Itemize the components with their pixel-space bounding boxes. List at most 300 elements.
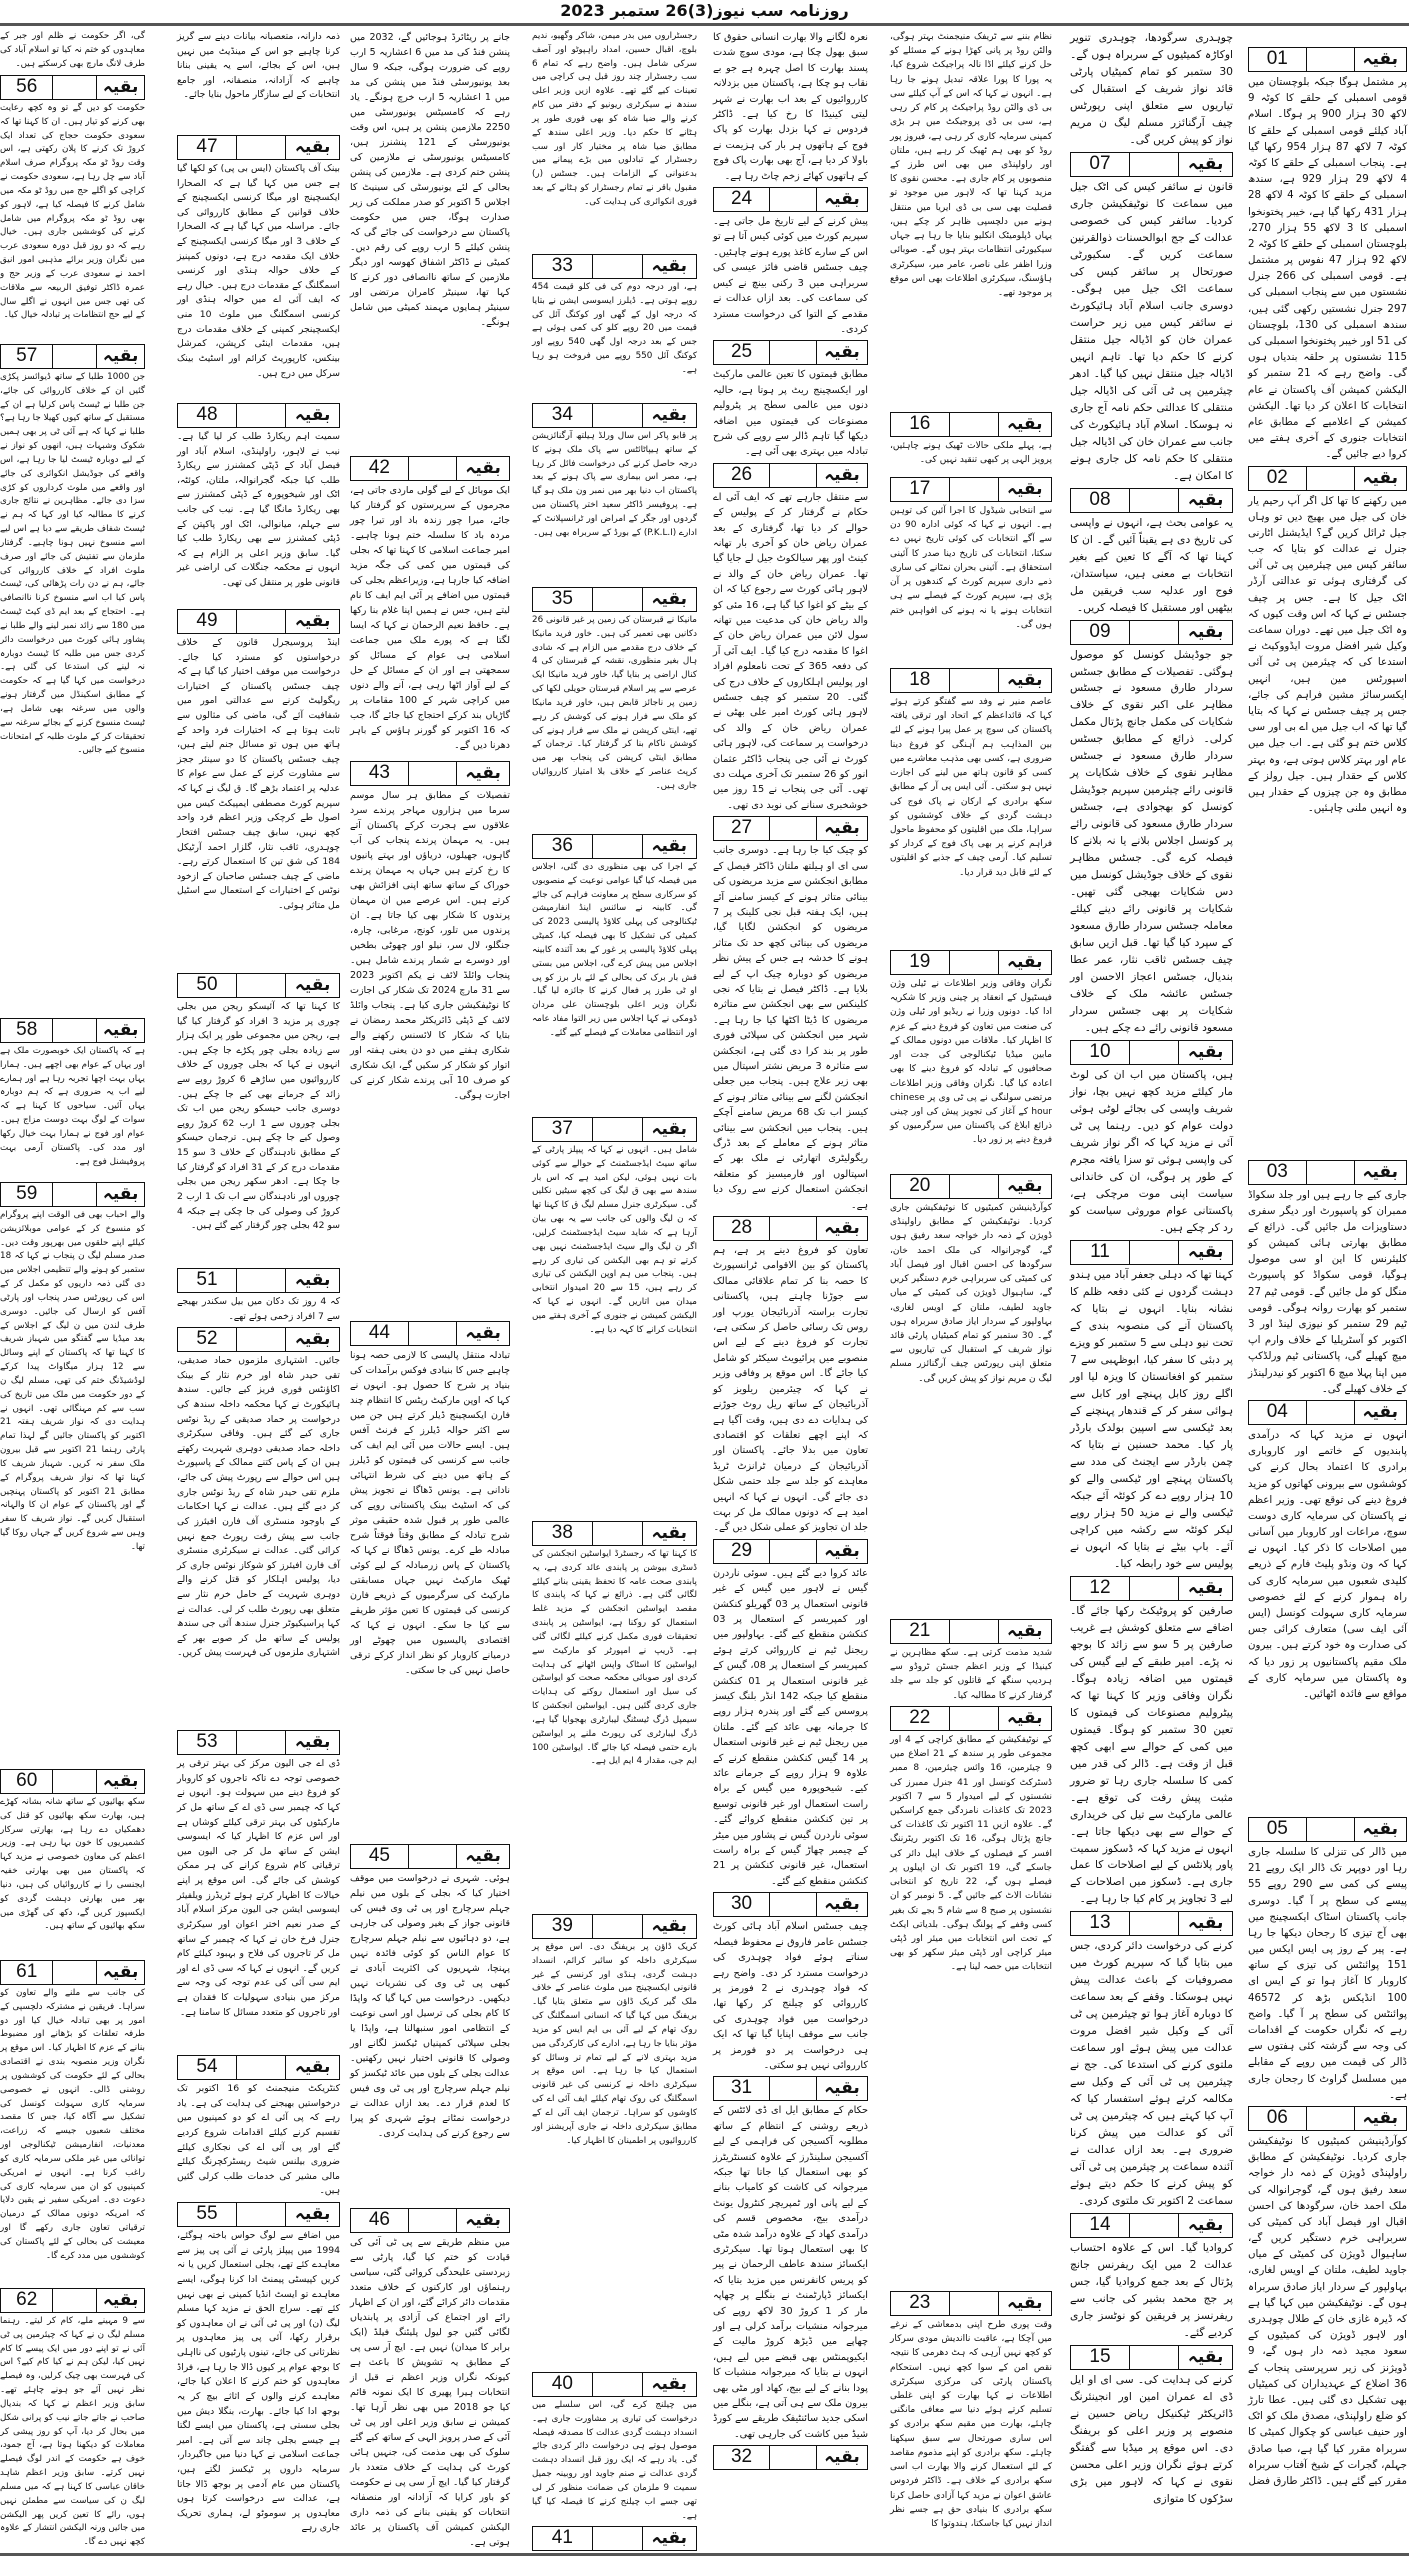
continuation-badge-51 <box>177 1268 340 1293</box>
continuation-number: 33 <box>533 255 593 278</box>
badge-spacer <box>237 610 286 633</box>
badge-spacer <box>1130 1577 1179 1600</box>
badge-spacer <box>237 1269 286 1292</box>
continuation-text-15 <box>1070 2372 1233 2508</box>
continuation-badge-30 <box>713 1892 868 1917</box>
article-text: ہیں، پاکستان میں اب ان کی لوٹ مار کیلئے مزید کچھ نہیں بچا، نواز شریف واپسی کی بجائے لوٹی ہوئی دولت عوام کو دیں۔ رہنما پی ٹی آئی نے مزید کہا کہ اگر نواز شریف کی واپسی ہوئی تو سزا یافتہ مجرم کے طور پر ہوگی، ان کی خاندانی سیاست اپنی موت مرچکی ہے، پاکستانی عوام موروثی سیاست کو رد کر چکے ہیں۔ <box>1070 1068 1233 1235</box>
continuation-label: بقیہ <box>1007 670 1043 690</box>
continuation-text-34 <box>532 430 697 584</box>
continuation-number: 17 <box>891 478 950 501</box>
continuation-number: 09 <box>1071 621 1130 644</box>
continuation-number: 02 <box>1249 467 1307 490</box>
article-text: وقت پوری طرح اپنی بدمعاشی کے نرغے میں آچکا ہے، عاقبت نااندیش مودی سرکار کو کچھ نہیں آرہی کہ ہٹ دھرمی کا نتیجہ نقص امن کے سوا کچھ نہیں۔ استحکام پاکستان پارٹی کی مرکزی سیکرٹری اطلاعات نے کہا بھارت کو اپنی غلطی تسلیم کرتے ہوئے دنیا سے معافی مانگنی چاہئے، بھارت میں مقیم سکھ برادری کو اس ساری صورتحال سے سبق سیکھنا چاہئے۔ سکھ برادری کو اپنے مذموم مقاصد کے لئے استعمال کرنے والا بھارت اب اسی سکھ برادری کے خلاف ہے۔ ڈاکٹر فردوس عاشق اعوان نے مزید کہا آزادی حاصل کرنا سکھ برادری کا بنیادی حق ہے جسے نظر انداز نہیں کیا جاسکتا، ہندوتوا کا <box>890 2319 1052 2529</box>
continuation-badge-29 <box>713 1539 868 1564</box>
continuation-text-43 <box>350 788 510 1318</box>
continuation-text-48 <box>177 430 340 606</box>
continuation-badge-11 <box>1070 1240 1233 1265</box>
continuation-number: 32 <box>714 2446 770 2469</box>
continuation-label: بقیہ <box>294 975 331 995</box>
continuation-badge-25 <box>713 340 868 365</box>
continuation-text-21 <box>890 1646 1052 1703</box>
continuation-badge-48 <box>177 403 340 428</box>
continuation-badge-20 <box>890 1174 1052 1199</box>
continuation-label: بقیہ <box>294 1270 331 1290</box>
continuation-number: 23 <box>891 2292 950 2315</box>
continuation-label: بقیہ <box>465 1323 501 1343</box>
continuation-text-47 <box>177 162 340 400</box>
badge-spacer <box>1307 467 1355 490</box>
badge-spacer <box>1307 1818 1355 1841</box>
continuation-label: بقیہ <box>294 1329 331 1350</box>
continuation-text-28 <box>713 1243 868 1536</box>
continuation-number: 38 <box>533 1522 593 1545</box>
continuation-label: بقیہ <box>824 464 860 485</box>
continuation-text-53 <box>177 1757 340 2052</box>
continuation-badge-07 <box>1070 152 1233 177</box>
continuation-number: 31 <box>714 2077 770 2100</box>
continuation-label: بقیہ <box>651 836 688 856</box>
continuation-number: 50 <box>178 974 237 997</box>
continuation-badge-02 <box>1248 466 1407 491</box>
continuation-label: بقیہ <box>824 189 860 210</box>
masthead <box>0 0 1409 22</box>
continuation-label: بقیہ <box>824 2447 860 2468</box>
continuation-badge-58 <box>0 1018 145 1043</box>
continuation-number: 48 <box>178 404 237 427</box>
continuation-badge-61 <box>0 1960 145 1985</box>
continuation-badge-06 <box>1248 2106 1407 2131</box>
continuation-label: بقیہ <box>1007 414 1043 434</box>
continuation-label: بقیہ <box>824 1894 860 1915</box>
article-text: پیش کرنے کے لیے تاریخ مل جاتی ہے۔ سپریم کورٹ میں کوئی کیس آتا ہے تو اس کے سارے کاغذ پورے ہونے چاہئیں۔ چیف جسٹس قاضی فائز عیسی کی سربراہی میں 3 رکنی بینچ نے کیس کی سماعت کی۔ بعد ازاں عدالت نے مقدمے کے التوا کی درخواست مسترد کردی۔ <box>713 216 868 335</box>
badge-spacer <box>237 2056 286 2079</box>
continuation-number: 20 <box>891 1175 950 1198</box>
badge-spacer <box>237 974 286 997</box>
badge-spacer <box>1307 1401 1355 1424</box>
column-2 <box>1070 28 1233 2508</box>
article-text: کوآرڈینیشن کمیٹیوں کا نوٹیفکیشن جاری کردیا۔ نوٹیفکیشن کے مطابق راولپنڈی ڈویژن کے ذمہ دار خواجہ سعد رفیق ہوں گے، گوجرانوالہ کی ملک احمد خان، سرگودھا کی احسن اقبال اور فیصل آباد کی کمیٹی کی سربراہی خرم دستگیر کریں گے، ساہیوال ڈویژن کی کمیٹی کے میاں جاوید لطیف، ملتان کے اویس لغاری، بہاولپور کے سردار ایاز صادق سربراہ ہوں گے۔ نوٹیفکیشن میں کہا گیا ہے کہ ڈیرہ غازی خان کے طلال چوہدری اور لاہور ڈویژن کی کمیٹیوں کے سعود مجید ذمہ دار ہوں گے، 9 ڈویژنز کی زیر سرپرستی پنجاب کے 36 اضلاع کے عہدیداران کی کمیٹیاں بھی تشکیل دی گئی ہیں۔ عطا تارڑ کو ضلع راولپنڈی، مصدق ملک کو اٹک اور حنیف عباسی کو چکوال کمیٹی کا سربراہ مقرر کیا گیا ہے، صبا صادق جہلم، گجرات کے شیخ آفتاب سربراہ مقرر کیے گئے ہیں۔ ڈاکٹر طارق فضل <box>1248 2134 1407 2487</box>
continuation-badge-03 <box>1248 1160 1407 1185</box>
continuation-label: بقیہ <box>1187 153 1224 174</box>
continuation-number: 01 <box>1249 48 1307 71</box>
article-text: جن 1000 طلبا کے ساتھ ڈیوائسز پکڑی گئیں ان کے خلاف کارروائی کی جائے، جن طلبا نے ٹیسٹ پاس کرلیا ہے ان کے مستقبل کے ساتھ کیوں کھیلا جا رہا ہے؟ طلبا نے کہا کہ ہے آئی ٹی پر بھی ہمیں شکوک وشبہات ہیں، انھوں کو نواز نے کے لیے دوبارہ ٹیسٹ لیا جا رہا ہے، اس واقعے کی جوڈیشل انکوائری کی جائے اور واقعے میں ملوث کرداروں کو کڑی سزا دی جائے۔ مظاہرین نے نتائج جاری کرنے کا مطالبہ کیا اور کہا کہ ہم نے ٹیسٹ شفاف طریقے سے دیا ہے اس لیے اسے منسوخ نہیں ہونا چاہیے۔ گرفتار ملزمان سے تفتیش کی جائے اور صرف ملوث افراد کے خلاف کارروائی کی جائے، ہم نے دن رات پڑھائی کی، ٹیسٹ پاس کیا اب اسے منسوخ کرنا ناانصافی ہے۔ احتجاج کے بعد ایم ڈی کیٹ ٹیسٹ میں 180 سے زائد نمبر لینے والے طلبا نے پشاور ہائی کورٹ میں درخواست دائر کردی جس میں طلبہ کا ٹیسٹ دوبارہ نہ لینے کی استدعا کی گئی ہے۔ درخواست میں کہا گیا ہے کہ حکومت کے مطابق اسکینڈل میں گرفتار ہونے والوں میں سرغنہ بھی شامل ہے، ٹیسٹ منسوخ کرنے کے بجائے سرغنہ سے تحقیقات کر کے ملوث طلبہ کے امتحانات منسوخ کیے جائیں۔ <box>0 372 145 756</box>
continuation-text-30 <box>713 1919 868 2073</box>
continuation-number: 14 <box>1071 2214 1130 2237</box>
continuation-number: 36 <box>533 835 593 858</box>
continuation-number: 44 <box>351 1322 409 1345</box>
continuation-label: بقیہ <box>1362 1818 1399 1839</box>
badge-spacer <box>950 1175 999 1198</box>
continuation-label: بقیہ <box>824 342 860 363</box>
article-text: بینک آف پاکستان (ایس بی پی) کو لکھا گیا ہے جس میں کہا گیا ہے کہ الصحارا ایکسچینج اور میگا کرنسی ایکسچینج کے خلاف قوانین کے مطابق کارروائی کی جائے۔ مراسلہ میں کہا گیا ہے کہ الصحارا کے خلاف 3 اور میگا کرنسی ایکسچینج کے خلاف ایک مقدمہ درج ہے، دونوں کمپنیز کے خلاف حوالہ ہنڈی اور کرنسی اسمگلنگ کے مقدمات درج ہیں۔ خیال رہے کہ ایف آئی اے میں حوالہ ہنڈی اور کرنسی اسمگلنگ میں ملوث 10 منی ایکسچینجر کمپنی کے خلاف مقدمات درج ہیں، مقدمات اینٹی کرپشن، کمرشل بینکس، کارپوریٹ کرائم اور اسٹیٹ بینک سرکل میں درج ہیں۔ <box>177 163 340 379</box>
continuation-badge-41 <box>532 2526 697 2551</box>
continuation-number: 51 <box>178 1269 237 1292</box>
badge-spacer <box>950 669 999 692</box>
badge-spacer <box>593 255 643 278</box>
article-text: کوآرڈینیشن کمیٹیوں کا نوٹیفکیشن جاری کردیا۔ نوٹیفکیشن کے مطابق راولپنڈی ڈویژن کے ذمہ دار خواجہ سعد رفیق ہوں گے، گوجرانوالہ کی ملک احمد خان، سرگودھا کی احسن اقبال اور فیصل آباد کی کمیٹی کی سربراہی خرم دستگیر کریں گے، ساہیوال ڈویژن کی کمیٹی کے میاں جاوید لطیف، ملتان کے اویس لغاری، بہاولپور کے سردار ایاز صادق سربراہ ہوں گے۔ 30 ستمبر کو تمام کمیٹیاں پارٹی قائد نواز شریف کے استقبال کی تیاریوں سے متعلق اپنی رپورٹس چیف آرگنائزر مسلم لیگ ن مریم نواز کو پیش کریں گی۔ <box>890 1203 1052 1384</box>
badge-spacer <box>593 2527 643 2550</box>
continuation-number: 07 <box>1071 153 1130 176</box>
badge-spacer <box>409 457 457 480</box>
badge-spacer <box>1307 48 1355 71</box>
continuation-label: بقیہ <box>1187 621 1224 642</box>
continuation-number: 34 <box>533 404 593 427</box>
continuation-label: بقیہ <box>102 1020 139 1040</box>
continuation-number: 35 <box>533 588 593 611</box>
continuation-number: 04 <box>1249 1401 1307 1424</box>
article-text: میں رکھنے کا تھا کل اگر آپ رحیم یار خان کی جیل میں بھیج دیں تو وہاں جیل ٹرائل کریں گے؟ ایڈیشنل اٹارنی جنرل نے عدالت کو بتایا کہ جب سائفر کیس میں چیئرمین پی ٹی آئی کی گرفتاری ہوئی تو عدالتی آرڈر اٹک جیل کا ہے۔ جس پر چیف جسٹس نے کہا کہ اس وقت کیوں کہ وہ اٹک جیل میں تھے۔ دوران سماعت وکیل شیر افضل مروت ایڈووکیٹ نے استدعا کی کہ چیئرمین پی ٹی آئی اسپورٹس مین ہیں، انہیں ایکسرسائز مشین فراہم کی جائے، جس پر چیف جسٹس نے کہا کہ بتایا گیا تھا کہ اب جیل میں اے بی اور سی کلاس ختم ہو گئی ہے۔ اب جیل میں عام اور بہتر کلاس ہوتی ہے، وہ بہتر کلاس کے حقدار ہیں۔ جیل رولز کے مطابق وہ جن چیزوں کے حقدار ہیں وہ انہیں ملنی چاہئیں۔ <box>1248 494 1407 815</box>
badge-spacer <box>53 1770 97 1793</box>
badge-spacer <box>593 588 643 611</box>
continuation-label: بقیہ <box>102 1962 139 1982</box>
continuation-label: بقیہ <box>465 2210 501 2230</box>
continuation-label: بقیہ <box>1187 1913 1224 1934</box>
badge-spacer <box>237 404 286 427</box>
article-text: پر مشتمل ہوگا جبکہ بلوچستان میں قومی اسمبلی کے حلقے کا کوٹہ 9 لاکھ 30 ہزار 900 پر ہوگا۔ اسلام آباد کیلئے قومی اسمبلی کے حلقے کا کوٹہ 7 لاکھ 87 ہزار 954 رکھا گیا ہے۔ پنجاب اسمبلی کے حلقے کا کوٹہ 4 لاکھ 29 ہزار 929 ہے، سندھ اسمبلی کے حلقے کا کوٹہ 4 لاکھ 28 ہزار 431 رکھا گیا ہے، خیبر پختونخوا اسمبلی کا 3 لاکھ 55 ہزار 270، بلوچستان اسمبلی کے حلقے کا کوٹہ 2 لاکھ 92 ہزار 47 نفوس پر مشتمل ہے۔ قومی اسمبلی کی 266 جنرل نشستوں میں سے پنجاب اسمبلی کی 297 جنرل نشستیں رکھی گئی ہیں، سندھ اسمبلی کی 130، بلوچستان کی 51 اور خیبر پختونخوا اسمبلی کی 115 نشستوں پر حلقہ بندیاں ہوں گی۔ واضح رہے کہ 21 ستمبر کو الیکشن کمیشن آف پاکستان نے عام انتخابات کا اعلان کر دیا تھا۔ الیکشن کمیشن کے اعلامیے کے مطابق عام انتخابات جنوری کے آخری ہفتے میں کروا دیے جائیں گے۔ <box>1248 76 1408 461</box>
continuation-badge-26 <box>713 463 868 488</box>
article-text: گی، اگر حکومت نے ظلم اور جبر کے معاہدوں کو ختم نہ کیا تو اسلام آباد کی طرف لانگ مارچ بھی کرسکتے ہیں۔ <box>0 31 145 69</box>
continuation-badge-35 <box>532 587 697 612</box>
continuation-badge-52 <box>177 1327 340 1352</box>
article-text: تعاون کو فروغ دینے پر ہے، ہم پاکستان کو بین الاقوامی ٹرانسپورٹ کا حصہ بنا کر تمام علاقائی ممالک سے جوڑنا چاہتے ہیں، پاکستانی تجارت براستہ آذربائیجان یورپ اور روس تک رسائی حاصل کر سکتی ہے، تجارت کو فروغ دینے کے لیے اس منصوبے میں پرائیویٹ سیکٹر کو شامل کیا جائے گا۔ اس موقع پر وفاقی وزیر نے کہا کہ چیئرمین ریلویز کو آذربائیجان کے ساتھ ریل روٹ جوڑنے کی ہدایات دے دی ہیں، وقت آگیا ہے کہ اپنے اچھے تعلقات کو اقتصادی تعاون میں بدلا جائے۔ پاکستان اور آذربائیجان کے درمیان ٹرانزٹ ٹریڈ معاہدے کو جلد سے جلد حتمی شکل دی جائے گی۔ انہوں نے کہا کہ انہیں امید ہے کہ دونوں ممالک مل کر بہت جلد ان تجاویز کو عملی شکل دیں گے۔ <box>713 1245 868 1534</box>
continuation-text-50 <box>177 1000 340 1265</box>
continuation-text-11 <box>1070 1267 1233 1573</box>
continuation-badge-24 <box>713 187 868 212</box>
article-text: صارفین کو پروٹیکٹ رکھا جائے گا۔ اضافے سے متعلق کوشش ہے غریب صارفین پر 5 سو سے زائد کا بوجھ نہ پڑے۔ امیر طبقے کے لیے گیس کی قیمتوں میں اضافہ زیادہ ہوگا۔ نگران وفاقی وزیر کا کہنا تھا کہ پیٹرولیم مصنوعات کی قیمتوں کا تعین 30 ستمبر کو ہوگا۔ قیمتوں میں کمی کے حوالے سے ابھی کچھ قبل از وقت ہے۔ ڈالر کی قدر میں کمی کا سلسلہ جاری رہا تو ضرور مثبت پیش رفت کی توقع ہے۔ عالمی مارکیٹ سے تیل کی خریداری کے حوالے سے بھی دیکھا جاتا ہے۔ انہوں نے مزید کہا کہ ڈسکوز سمیت پاور پلانٹس کے لیے اصلاحات کا عمل جاری ہے۔ ڈسکوز میں اصلاحات کے لیے 3 تجاویز پر کام کیا جا رہا ہے۔ <box>1070 1603 1233 1906</box>
article-text: عاصم منیر نے وفد سے گفتگو کرتے ہوئے کہا کہ قائداعظم کے اتحاد اور ترقی یافتہ پاکستان کی سوچ پر عمل پیرا ہونے کے لئے بین المذاہب ہم آہنگی کو فروغ دینا ضروری ہے، کسی بھی مذہب معاشرے میں کسی کو قانون ہاتھ میں لینے کی اجازت نہیں ہو سکتی۔ آئی ایس پی آر کے مطابق سکھ برادری کے ارکان نے پاک فوج کی دہشت گردی کے خلاف کوششوں کو سراہا، ملک میں اقلیتوں کو محفوظ ماحول فراہم کرنے پر بھی پاک فوج کے کردار کو تسلیم کیا۔ آرمی چیف کے جذبے کو اقلیتوں کے لئے قابل دید قرار دیا۔ <box>890 697 1052 878</box>
continuation-number: 19 <box>891 951 950 974</box>
continuation-number: 25 <box>714 341 770 364</box>
continuation-text-37 <box>532 1144 697 1518</box>
continuation-number: 55 <box>178 2203 237 2226</box>
continuation-label: بقیہ <box>465 458 501 478</box>
badge-spacer <box>950 1707 999 1730</box>
continuation-badge-53 <box>177 1730 340 1755</box>
continuation-badge-17 <box>890 477 1052 502</box>
continuation-text-45 <box>350 1871 510 2205</box>
continuation-number: 41 <box>533 2527 593 2550</box>
article-text: کریک ڈاؤن پر بریفنگ دی۔ اس موقع پر سیکرٹری داخلہ کو سائبر کرائم، انسداد دہشت گردی، ہنڈی اور کرنسی کے غیر قانونی ایکسچینج میں ملوث عناصر کے خلاف ملک گیر کریک ڈاؤن سے متعلق بتایا گیا۔ بریفنگ میں کہا گیا کہ انسانی اسمگلنگ کی روک تھام کے لیے آئی بی ایم ایس کو مزید مؤثر بنایا جا رہا ہے، ادارے کی کارکردگی میں مزید بہتری لانے کے لیے تمام تر وسائل کو استعمال کیا جا رہا ہے۔ اس موقع پر سیکرٹری داخلہ نے کرنسی کی غیر قانونی اسمگلنگ کی روک تھام کیلئے ایف آئی اے کی کاوشوں کو سراہا۔ ترجمان ایف آئی اے کے مطابق سیکرٹری داخلہ نے جاری آپریشنز اور کارروائیوں پر اطمینان کا اظہار کیا۔ <box>532 1942 697 2146</box>
continuation-number: 05 <box>1249 1818 1307 1841</box>
badge-spacer <box>593 1118 643 1141</box>
continuation-text-12 <box>1070 1603 1233 1909</box>
badge-spacer <box>53 76 97 99</box>
continuation-badge-47 <box>177 135 340 160</box>
continuation-badge-39 <box>532 1914 697 1939</box>
continuation-number: 13 <box>1071 1912 1130 1935</box>
continuation-text-16 <box>890 439 1052 474</box>
badge-spacer <box>1130 2346 1179 2369</box>
continuation-number: 11 <box>1071 1241 1130 1264</box>
continuation-label: بقیہ <box>1187 2215 1224 2236</box>
article-text: انہوں نے مزید کہا کہ درآمدی پابندیوں کے خاتمے اور کاروباری برادری کا اعتماد بحال کرنے کی کوششوں سے بیرونی کھاتوں کو مزید فروغ دینے کی توقع تھی۔ وزیر اعظم نے پاکستان کی سرمایہ کاری دوست سوچ، مراعات اور کاروبار میں آسانی میں اصلاحات کا ذکر کیا۔ انہوں نے کہا کہ ون ونڈو پلیٹ فارم کے ذریعے کلیدی شعبوں میں سرمایہ کاری کی راہ ہموار کرنے کے لئے خصوصی سرمایہ کاری سہولت کونسل (ایس آئی ایف سی) متعارف کرائی جس کی صدارت وہ خود کرتے ہیں۔ بیرون ملک مقیم پاکستانیوں پر زور دیا کہ وہ پاکستان میں سرمایہ کاری کے مواقع سے فائدہ اٹھائیں۔ <box>1248 1428 1407 1700</box>
article-text: کرنے کی درخواست دائر کردی، جس میں بتایا گیا کہ سپریم کورٹ میں مصروفیات کے باعث عدالت پیش نہیں ہوسکتا۔ وقفے کے بعد سماعت کا دوبارہ آغاز ہوا تو چیئرمین پی ٹی آئی کے وکیل شیر افضل مروت عدالت میں پیش ہوئے اور سماعت ملتوی کرنے کی استدعا کی۔ جج نے چیئرمین پی ٹی آئی کے وکیل سے مکالمہ کرتے ہوئے استفسار کیا کہ آپ کیا کہتے ہیں کہ چیئرمین پی ٹی آئی کو عدالت میں پیش کرنا ضروری ہے۔ بعد ازاں عدالت نے آئندہ سماعت پر چیئرمین پی ٹی آئی کو پیش کرنے کا حکم دیتے ہوئے سماعت 2 اکتوبر تک ملتوی کردی۔ <box>1070 1939 1233 2208</box>
continuation-badge-13 <box>1070 1911 1233 1936</box>
continuation-number: 57 <box>1 345 53 368</box>
article-text: تبادلہ منتقل پالیسی کا لازمی حصہ ہونا چاہیے جس کا بنیادی فوکس برآمدات کی بنیاد پر شرح کا حصول ہو۔ انہوں نے کہا کہ اوپن مارکیٹ ریٹس کا انتظام چند فارن ایکسچینج ڈیلر کرتے ہیں جن میں سے اکثر حوالہ ڈیلرز کے فرنٹ آفس ہیں۔ ایسے حالات میں آئی ایم ایف کی جانب سے کرنسی کی قیمتوں کو ڈیلرز کے ہاتھ میں دینے کی شرط انتہائی نادانی ہے۔ یونس ڈھاگا نے تجویز پیش کی کہ اسٹیٹ بینک پاکستانی روپے کی عالمی طور پر قبول شدہ حقیقی موثر شرح تبادلہ کے مطابق وقتاً فوقتاً شرح مبادلہ طے کرے۔ یونس ڈھاگا نے کہا کہ پاکستان کے پاس زرمبادلہ کے لیے کوئی ٹھیک مارکیٹ نہیں جہاں مسابقتی مارکیٹ کی سرگرمیوں کے ذریعے فارن کرنسی کی قیمتوں کا تعین مؤثر طریقے سے کیا جا سکے۔ انہوں نے کہا کہ اقتصادی پالیسیوں میں چھوٹے اور درمیانے کاروبار کو نظر انداز کرکے ترقی حاصل نہیں کی جا سکتی۔ <box>350 1350 510 1677</box>
continuation-number: 29 <box>714 1540 770 1563</box>
continuation-badge-16 <box>890 412 1052 437</box>
continuation-text-04 <box>1248 1427 1407 1814</box>
article-text: مطابق قیمتوں کا تعین عالمی مارکیٹ اور ایکسچینج ریٹ پر ہوتا ہے، حالیہ دنوں میں عالمی سطح پر پٹرولیم مصنوعات کی قیمتوں میں اضافہ دیکھا گیا تاہم ڈالر سے روپے کی شرح تبادلہ میں بہتری بھی آئی ہے۔ <box>713 369 868 458</box>
continuation-label: بقیہ <box>1362 2107 1399 2128</box>
article-text: نظام بننے سے ٹریفک منیجمنٹ بہتر ہوگی، والٹن روڈ پر پانی کھڑا ہونے کے مسئلے کو حل کرنے کیلئے اڈا نالہ پراجیکٹ شروع کیا، یہ پورا کا پورا علاقہ تبدیل ہونے جا رہا ہے۔ انہوں نے کہا کہ اس کے آپ کیلئے سی بی ڈی والٹن روڈ پراجیکٹ پر کام کر رہی ہے، سی بی ڈی پروجیکٹ میں ہر بڑی کمپنی سرمایہ کاری کر رہی ہے، فیروز پور روڈ کو بھی ہم ٹھیک کر رہے ہیں، ملتان اور راولپنڈی میں بھی اس طرز کے منصوبوں پر کام جاری ہے۔ محسن نقوی کا مزید کہنا تھا کہ لاہور میں موجود تو قصلیت بھی سی بی ڈی ایریا میں منتقل ہونے میں دلچسپی ظاہر کر چکے ہیں، یہاں ڈپلومیٹک انکلیو بنایا جا رہا ہے جہاں سیکیورٹی انتظامات بہتر ہوں گے۔ صوبائی وزرا اظفر علی ناصر، عامر میر، سیکرٹری ہاؤسنگ، سیکرٹری اطلاعات بھی اس موقع پر موجود تھے۔ <box>890 32 1052 298</box>
badge-spacer <box>950 2292 999 2315</box>
column-5 <box>532 28 697 2551</box>
continuation-badge-15 <box>1070 2345 1233 2370</box>
continuation-text-20 <box>890 1201 1052 1616</box>
continuation-label: بقیہ <box>651 256 688 276</box>
continuation-text-51 <box>177 1295 340 1324</box>
article-text: ہوئی۔ شہری نے درخواست میں موقف اختیار کیا کہ بجلی کے بلوں میں نیلم جہلم سرچارج اور پی ٹی وی فیس کی قانونی جواز کے بغیر وصولی کی جارہی ہے، دو دہائیوں سے نیلم جہلم سرچارج کا عوام الناس کو کوئی فائدہ نہیں پہنچا، شہریوں کی اکثریت آبادی نے کبھی پی ٹی وی کی نشریات نہیں دیکھیں۔ درخواست میں کہا گیا کہ واپڈا کا کام بجلی کی ترسیل اور اسی نوعیت کے انتظامی امور سنبھالنا ہے، واپڈا یا بجلی سپلائی کمپنیاں ٹیکسز لگانے اور وصولی کا قانونی اختیار نہیں رکھتیں۔ عدالت بجلی کے بلوں میں عائد ٹیکسز کو نیلم جہلم سرچارج اور پی ٹی وی فیس کا لعدم قرار دے۔ بعد ازاں عدالت نے درخواست نمٹاتے ہوئے شہری کو پیرا سے رجوع کرنے کی ہدایت کردی۔ <box>350 1873 510 2140</box>
badge-spacer <box>1307 1161 1355 1184</box>
article-text: جانے پر ریٹائرڈ ہوجائیں گے، 2032 میں پنشن فنڈ کی مد میں 6 اعشاریہ 5 ارب روپے کی ضرورت ہوگی، جبکہ 9 سال بعد یونیورسٹی فنڈ میں پنشن کی مد میں 1 اعشاریہ 5 ارب خرچ ہونگے۔ یاد رہے کہ کامسیٹس یونیورسٹی میں 2250 ملازمین پنشن پر ہیں، اس وقت یونیورسٹی کے 121 پنشنرز ہیں، کامسیٹس یونیورسٹی نے ملازمین کی پنشن ختم کردی ہے۔ ملازمین کی پنشن بحالی کے لئے یونیورسٹی کی سینیٹ کا اجلاس 5 اکتوبر کو صدر مملکت کی زیر صدارت ہوگا، جس میں حکومت پاکستان سے درخواست کی جائے گی کہ پنشن کیلئے 5 ارب روپے کی رقم دیں۔ کمیٹی نے ڈاکٹر اشفاق کھوسہ اور دیگر ملازمین کے ساتھ ناانصافی دور کرنے کا کہا تھا، سینیٹر کامران مرتضی اور سینیٹر ہمایوں مہمند کمیٹی میں شامل ہونگے۔ <box>350 32 511 329</box>
continuation-label: بقیہ <box>1007 1176 1043 1196</box>
continuation-badge-55 <box>177 2202 340 2227</box>
continuation-label: بقیہ <box>1007 2292 1043 2313</box>
badge-spacer <box>1130 2214 1179 2237</box>
continuation-label: بقیہ <box>651 1916 688 1936</box>
continuation-label: بقیہ <box>651 405 688 425</box>
continuation-label: بقیہ <box>102 77 139 97</box>
continuation-text-17 <box>890 504 1052 665</box>
continuation-text-58 <box>0 1045 145 1179</box>
continuation-number: 47 <box>178 136 237 159</box>
continuation-badge-46 <box>350 2208 510 2233</box>
continuation-text-13 <box>1070 1938 1233 2210</box>
badge-spacer <box>593 2373 643 2396</box>
continuation-badge-38 <box>532 1521 697 1546</box>
continuation-badge-49 <box>177 609 340 634</box>
column-lead-text <box>1070 30 1233 149</box>
continuation-badge-60 <box>0 1769 145 1794</box>
article-text: کو چیک کیا جا رہا ہے۔ دوسری جانب سی ای او ہیلتھ ملتان ڈاکٹر فیصل کے مطابق انجکشن سے مزید مریضوں کی بینائی متاثر ہونے کے کیسز سامنے آئے ہیں، ایک ہفتہ قبل نجی کلینک پر 7 مریضوں کو انجکشن لگایا گیا، مریضوں کی بینائی کچھ حد تک متاثر ہونے کا خدشہ ہے جس کے پیش نظر مریضوں کو دوبارہ چیک اپ کے لیے بلایا ہے۔ ڈاکٹر فیصل نے بتایا کہ نجی کلینکس سے بھی انجکشن سے متاثرہ مریضوں کا ڈیٹا اکٹھا کیا جا رہا ہے۔ شہر میں انجکشن کی سپلائی فوری طور پر بند کرا دی گئی ہے، انجکشن سے متاثرہ 3 مریض نشتر اسپتال میں بھی زیر علاج ہیں۔ پنجاب میں جعلی انجکشن لگنے سے بینائی متاثر ہونے کے کیسز اب تک 68 مریض سامنے آچکے ہیں۔ پنجاب میں انجکشن سے بینائی متاثر ہونے کے معاملے کے بعد ڈرگ ریگولیٹری اتھارٹی نے ملک بھر کے اسپتالوں اور فارمیسیز کو متعلقہ انجکشن استعمال کرنے سے روک دیا ہے۔ <box>713 845 868 1211</box>
badge-spacer <box>53 1183 97 1206</box>
article-text: کہنا تھا کہ دہلی جعفر آباد میں ہندو دہشت گردوں نے کئی دفعہ ظلم کا نشانہ بنایا۔ انہوں نے بتایا کہ پاکستان آنے کی منصوبہ بندی کے تحت نیو دہلی سے 5 ستمبر کو ویزے پر دبئی کا سفر کیا، ابوظہبی سے 7 ستمبر کو افغانستان کا ویزہ لیا اور اگلے روز کابل پہنچے اور کابل سے ہوائی سفر کر کے قندھار پہنچنے کے بعد ٹیکسی سے اسپین بولدک بارڈر پار کیا۔ محمد حسنین نے بتایا کہ چمن بارڈر سے ایجنٹ کی مدد سے پاکستان پہنچے اور ٹیکسی والے کو 10 ہزار روپے دے کر کوئٹہ آئے جبکہ ٹیکسی والے نے مزید 50 ہزار روپے لیکر کوئٹہ سے رکشہ میں کراچی آئے۔ باپ بیٹے نے بتایا کہ انہوں نے پولیس سے خود رابطہ کیا۔ <box>1070 1268 1233 1570</box>
badge-spacer <box>770 1217 817 1240</box>
article-text: ہے، اور درجہ دوم کی فی کلو قیمت 454 روپے ہوتی ہے۔ ڈیلرز ایسوسی ایشن نے بتایا کہ درجہ اول کے گھی اور کوکنگ آئل کی قیمت میں 20 روپے کلو کی کمی ہوئی ہے جس کے بعد درجہ اول گھی 540 روپے اور کوکنگ آئل 550 روپے میں فروخت ہو رہا ہے۔ <box>532 282 697 375</box>
article-text: مانیکا نے قبرستان کی زمین پر غیر قانونی 26 دکانیں بھی تعمیر کی ہیں۔ خاور فرید مانیکا کے خلاف درج مقدمے میں الزام ہے کہ شادی ہال بغیر منظوری، نقشہ کے قبرستان کی 4 کنال اراضی پر بنایا گیا، خاور فرید مانیکا ایک عرصے سے پیر اسلام قبرستان حویلی لکھا کی زمین پر ناجائز قابض ہیں، خاور فرید مانیکا کو ملک سے فرار ہونے کی کوشش کر رہے تھے، اینٹی کرپشن نے ملک سے فرار ہونے کی کوشش ناکام بنا کر گرفتار کیا۔ ترجمان کے مطابق اینٹی کرپشن کی پنجاب بھر میں کرپٹ عناصر کے خلاف بلا امتیاز کارروائیاں جاری ہیں۔ <box>532 615 697 791</box>
article-text: نعرہ لگانے والا بھارت انسانی حقوق کا سبق بھول چکا ہے، مودی سوچ شدت پسند بھارت کا اصل چہرہ ہے جو بے نقاب ہو چکا ہے، پاکستان میں بزدلانہ کارروائیوں کے بعد اب بھارت نے شہر لیتی کینیڈا کا رخ کیا ہے۔ ڈاکٹر فردوس نے کہا بزدل بھارت کو پاک فوج کے ہاتھوں ہر بار کی ہزیمت نے باولا کر دیا ہے، آج بھی بھارت پاک فوج کے ہاتھوں کھائے زخم چاٹ رہا ہے۔ <box>713 32 868 182</box>
continuation-badge-08 <box>1070 488 1233 513</box>
continuation-number: 26 <box>714 464 770 487</box>
continuation-badge-45 <box>350 1844 510 1869</box>
continuation-text-57 <box>0 371 145 1015</box>
continuation-badge-62 <box>0 2288 145 2313</box>
article-text: چوہدری سرگودھا، چوہدری تنویر اوکاڑہ کمیٹیوں کے سربراہ ہوں گے۔ 30 ستمبر کو تمام کمیٹیاں پارٹی قائد نواز شریف کے استقبال کی تیاریوں سے متعلق اپنی رپورٹس چیف آرگنائزر مسلم لیگ ن مریم نواز کو پیش کریں گی۔ <box>1070 31 1233 146</box>
continuation-label: بقیہ <box>102 1184 139 1204</box>
badge-spacer <box>53 1019 97 1042</box>
continuation-number: 52 <box>178 1328 237 1351</box>
continuation-label: بقیہ <box>294 1732 331 1753</box>
badge-spacer <box>1130 621 1179 644</box>
continuation-number: 53 <box>178 1731 237 1754</box>
continuation-label: بقیہ <box>102 2290 139 2310</box>
article-text: رجسٹراروں میں بدر میمن، شاکر وگھیو، ندیم بلوچ، اقبال حسین، امداد راہپوٹو اور آصف سرکی شامل ہیں۔ واضح رہے کہ تمام 6 سب رجسٹرار چند روز قبل ہی کراچی میں تعینات کیے گئے تھے۔ علاوہ ازیں وزیر اعلی سندھ نے سیکرٹری ریونیو کے دفتر میں کام کرنے والے ضیا شاہ کو بھی فوری طور پر ہٹانے کا حکم دیا۔ وزیر اعلی سندھ کے مطابق ضیا شاہ پر مختیار کار اور سب رجسٹرار کے تبادلوں میں بڑے پیمانے میں بدعنوانی کے الزامات ہیں۔ جسٹس (ر) مقبول باقر نے تمام رجسٹرار کو ہٹانے کے بعد فوری انکوائری کی ہدایت کی۔ <box>532 31 697 207</box>
continuation-text-14 <box>1070 2240 1233 2342</box>
badge-spacer <box>770 464 817 487</box>
continuation-text-36 <box>532 861 697 1114</box>
article-text: پر قابو پاکر اس سال ورلڈ ہیلتھ آرگنائزیشن کے ساتھ ہیپاٹائٹس سے پاک ملک ہونے کا درجہ حاصل کرنے کی درخواست فائل کر رہا ہے، مصر اس بیماری سے پاک ہونے کے بعد پاکستان اب دنیا بھر میں نمبر ون ملک ہو گیا ہے۔ پروفیسر ڈاکٹر سعید اختر پاکستان میں گردوں اور جگر کے امراض اور ٹرانسپلانٹ کے ادارے (P.K.L.I) کے بورڈ کے سربراہ بھی ہیں۔ <box>532 431 697 538</box>
continuation-label: بقیہ <box>1187 1042 1224 1063</box>
continuation-text-29 <box>713 1566 868 1890</box>
badge-spacer <box>237 2203 286 2226</box>
continuation-badge-18 <box>890 668 1052 693</box>
continuation-badge-44 <box>350 1321 510 1346</box>
continuation-badge-28 <box>713 1216 868 1241</box>
continuation-badge-22 <box>890 1706 1052 1731</box>
continuation-number: 16 <box>891 413 950 436</box>
continuation-label: بقیہ <box>1187 2347 1224 2368</box>
article-text: ڈی اے جی الیون مرکز کی بہتر ترقی پر خصوصی توجہ دے تاکہ تاجروں کو کاروبار کو فروغ دینے میں سہولت ہو۔ انہوں نے کہا کہ چیمبر سی ڈی اے کے ساتھ مل کر مارکیٹوں کی بہتر ترقی کیلئے کوشاں ہے اور اس عزم کا اظہار کیا کہ ایسوسی ایشن کے ساتھ مل کر جی الیون میں ترقیاتی کام شروع کرانے کی ہر ممکن کوشش کی جائے گی۔ اس موقع پر اپنے خیالات کا اظہار کرتے ہوئے ٹریڈرز ویلفیئر ایسوسی ایشن جی الیون مرکز اسلام آباد کے صدر نعیم اختر اعوان اور سیکرٹری جنرل فرخ خان نے کہا کہ چیمبر کے ساتھ مل کر تاجروں کی فلاح و بہبود کیلئے کام کریں گے۔ انہوں نے کہا کہ سی ڈی اے اور ایم سی آئی کی عدم توجہ کی وجہ سے مرکز میں بنیادی سہولیات کا فقدان ہے اور تاجروں کو متعدد مسائل کا سامنا ہے۔ <box>177 1758 340 2018</box>
column-6 <box>350 28 510 2550</box>
continuation-text-40 <box>532 2399 697 2523</box>
article-text: ہے، پہلے ملکی حالات ٹھیک ہونے چاہئیں، پرویز الہی پر کبھی تنقید نہیں کی۔ <box>890 441 1052 466</box>
continuation-text-39 <box>532 1941 697 2369</box>
continuation-text-18 <box>890 695 1052 947</box>
continuation-number: 18 <box>891 669 950 692</box>
badge-spacer <box>593 1522 643 1545</box>
continuation-text-27 <box>713 843 868 1213</box>
continuation-badge-42 <box>350 456 510 481</box>
continuation-number: 22 <box>891 1707 950 1730</box>
badge-spacer <box>770 817 817 840</box>
continuation-badge-09 <box>1070 620 1233 645</box>
article-text: میں منظم طریقے سے پی ٹی آئی کی قیادت کو ختم کیا گیا، پارٹی سے زبردستی علیحدگی کروائی گئی، سیاسی رہنماؤں اور کارکنوں کے خلاف متعدد مقدمات دائر کرائے گئے، اور ان کے اظہار رائے اور اجتماع کی آزادی پر پابندیاں لگائی گئیں جو لیول پلیئنگ فیلڈ (ایک برابر کا میدان) نہیں ہے۔ ایچ آر سی پی کے مطابق یہ تشویش کا باعث ہے کیونکہ نگراں وزیر اعظم نے قبل از انتخابات ہیرا پھیری کا ایک نمونہ قائم کیا جو 2018 میں بھی نظر آرہا تھا۔ کمیشن نے سابق وزیر اعلی اور پی ٹی آئی کے صدر پرویز الہی کے ساتھ کیے گئے سلوک کی بھی مذمت کی، جنہیں ہائی کورٹ کی ہدایت کے خلاف متعدد بار گرفتار کیا گیا۔ ایچ آر سی پی نے حکومت کو باور کرایا کہ آزادانہ اور منصفانہ انتخابات کو یقینی بنانے کی ذمہ داری الیکشن کمیشن آف پاکستان پر عائد ہوتی ہے۔ <box>350 2237 510 2549</box>
continuation-text-03 <box>1248 1187 1407 1397</box>
continuation-number: 21 <box>891 1620 950 1643</box>
continuation-text-25 <box>713 367 868 459</box>
continuation-text-24 <box>713 214 868 337</box>
article-text: سے منتقل جارہے تھے کہ ایف آئی اے حکام نے گرفتار کر کے پولیس کے حوالے کر دیا تھا، گرفتاری کے بعد عمران ریاض خان کو آخری بار تھانہ کینٹ اور پھر سیالکوٹ جیل لے جایا گیا تھا۔ عمران ریاض خان کے والد نے لاہور ہائی کورٹ سے رجوع کیا کہ ان کے بیٹے کو اغوا کیا گیا ہے، 16 مئی کو والد ریاض خان کی مدعیت میں تھانہ سول لائن میں عمران ریاض خان کے اغوا کا مقدمہ درج کیا گیا۔ ایف آئی آر کی دفعہ 365 کے تحت نامعلوم افراد اور پولیس اہلکاروں کے خلاف درج کی گئی۔ 20 ستمبر کو چیف جسٹس لاہور ہائی کورٹ امیر علی بھٹی نے عمران ریاض خان کے والد کی درخواست پر سماعت کی، لاہور ہائی کورٹ نے آئی جی پنجاب ڈاکٹر عثمان انور کو 26 ستمبر تک آخری مہلت دی تھی۔ آئی جی پنجاب نے 15 روز میں خوشخبری سنانے کی نوید دی تھی۔ <box>713 491 869 811</box>
article-text: حکام کے مطابق ایل ای ڈی لائٹس کے ذریعے روشنی کے انتظام کے ساتھ مطلوبہ آکسیجن کی فراہمی کے لیے آکسیجن سلینڈرز کے علاوہ کنسنٹریٹرز کو بھی استعمال کیا جاتا تھا جبکہ میرجوانہ کی کاشت کو کامیاب بنانے کے لیے پانی اور ٹمپریچر کنٹرول یونٹ درآمدی بیج، مخصوص قسم کی درآمدی کھاد کے علاوہ درآمد شدہ مٹی کا بھی استعمال ہوتا تھا۔ سیکرٹری ایکسائز سندھ عاطف الرحمان نے پیر کو پریس کانفرنس میں مزید بتایا کہ ایکسائز ڈپارٹمنٹ نے بنگلے پر چھاپہ مار کر 1 کروڑ 30 لاکھ روپے کی میرجوانہ منشیات برآمد کرلی ہے اور چھاپے میں ڈیڑھ کروڑ مالیت کے ایکیوپمنٹس بھی قبضے میں لیے ہیں، انہوں نے بتایا کہ میرجوانہ منشیات کا پودا بنانے کے لیے بیج، کھاد اور مٹی بھی بیرون ملک سے ہی آتی ہے، بنگلے میں اسکی جدید سائنٹیفک طریقے سے کورڈ شیڈ میں کاشت کی جارہی تھی۔ <box>713 2105 868 2440</box>
column-8 <box>0 28 145 2550</box>
continuation-label: بقیہ <box>465 1846 501 1866</box>
continuation-badge-33 <box>532 254 697 279</box>
continuation-number: 30 <box>714 1893 770 1916</box>
column-3 <box>890 28 1052 2531</box>
badge-spacer <box>1130 1912 1179 1935</box>
continuation-number: 46 <box>351 2209 409 2232</box>
continuation-text-55 <box>177 2229 340 2536</box>
continuation-text-02 <box>1248 493 1407 1157</box>
badge-spacer <box>409 762 457 785</box>
continuation-number: 39 <box>533 1915 593 1938</box>
badge-spacer <box>1130 153 1179 176</box>
continuation-text-59 <box>0 1209 145 1766</box>
article-text: عائد کروا دیے گئے ہیں۔ سوئی ناردرن گیس نے لاہور میں گیس کے غیر قانونی استعمال پر 03 گھریلو کنکشن اور کمپریسر کے استعمال پر 03 کنکشن منقطع کیے گئے۔ بہاولپور میں ریجنل ٹیم نے کارروائی کرتے ہوئے کمپریسر کے استعمال پر 08، گیس کے غیر قانونی استعمال پر 01 کنکشن منقطع کیا جبکہ 142 انڈر بلنگ کیسز پروسس کیے گئے اور پندرہ ہزار روپے کا جرمانہ بھی عائد کیے گئے۔ ملتان میں ریجنل ٹیم نے غیر قانونی استعمال پر 14 گیس کنکشن منقطع کرنے کے علاوہ 9 ہزار روپے کے جرمانے عائد کیے۔ شیخوپورہ میں گیس کے براہ راست استعمال اور غیر قانونی توسیع پر تین کنکشن منقطع کروائے گئے۔ سوئی ناردرن گیس نے پشاور میں میٹر کے چیمبر چھاڑ گیس کے براہ راست استعمال، غیر قانونی کنکشن پر 21 کنکشن منقطع کیے گئے۔ <box>713 1567 869 1887</box>
continuation-badge-57 <box>0 344 145 369</box>
continuation-label: بقیہ <box>651 589 688 609</box>
column-lead-text <box>0 30 145 72</box>
badge-spacer <box>1130 489 1179 512</box>
continuation-label: بقیہ <box>1007 479 1043 499</box>
column-lead-text <box>532 30 697 251</box>
continuation-label: بقیہ <box>824 1218 860 1239</box>
article-text: اینڈ پروسیجرل قانون کے خلاف درخواستوں کو مسترد کیا جائے۔ درخواست میں موقف اختیار کیا گیا ہے کہ چیف جسٹس پاکستان کے اختیارات ریگولیٹ کرنے سے عدالتی امور میں شفافیت آئے گی، ماضی کی مثالوں سے ثابت ہوتا ہے کہ اختیارات فرد واحد کے ہاتھ میں ہوں تو مسائل جنم لیتے ہیں، چیف جسٹس پاکستان کا دو سینئر ججز سے مشاورت کرنے کے عمل سے عوام کا عدلیہ پر اعتماد بڑھے گا۔ ق لیگ نے کہا کہ سپریم کورٹ مصطفی ایمپیکٹ کیس میں اصول طے کرچکی وزیر اعظم فرد واحد کچھ نہیں، سابق چیف جسٹس افتخار چوہدری، ثاقب نثار، گلزار احمد آرٹیکل 184 کی شق تین کا استعمال کرتے رہے۔ ماضی کے چیف جسٹس صاحبان کے ازخود نوٹس کے اختیارات کے استعمال سے اسٹیل مل متاثر ہوئی۔ <box>177 637 340 911</box>
column-lead-text <box>713 30 868 184</box>
badge-spacer <box>770 1540 817 1563</box>
article-text: میں اضافے سے لوگ حواس باختہ ہوگئے، 1994 میں پیپلز پارٹی نے آئی پی پیز سے معاہدے کئے تھے، بجلی استعمال کریں یا نہ کریں کپیسٹی پیمنٹ ادا کرنا ہوگی، ایسے معاہدے تو ایسٹ انڈیا کمپنی نے بھی نہیں کئے تھے۔ سراج الحق نے مزید کہا مسلم لیگ (ن) اور پی ٹی آئی نے ان معاہدوں کو برقرار رکھا، آئی پی پیز معاہدوں پر نظرثانی کی جائے، تینوں پارٹیوں کی نااہلی کا بوجھ عوام پر کیوں ڈالا جا رہا ہے، فراڈ معاہدوں کو ختم کرنے کا اعلان کیا جائے، معاہدے کرنے والوں کے اثاثے بیچ کر یہ بوجھ ادا کیا جائے۔ بھارت، بنگلا دیش میں بجلی سستی ہے، پاکستان میں ایسے لگتا ہے جیسے بجلی چاند سے آتی ہے۔ امیر جماعت اسلامی نے کہا دنیا میں جاگیردار، سرمایہ داروں پر ٹیکسز لگتے ہیں، پاکستان میں عام آدمی پر بوجھ ڈالا جاتا ہے، عدالت سے درخواست کرتا ہوں معاہدوں پر سوموٹو لے، ہماری تحریک جاری رہے <box>176 2230 340 2534</box>
badge-spacer <box>237 136 286 159</box>
column-7 <box>177 28 340 2536</box>
continuation-badge-21 <box>890 1619 1052 1644</box>
continuation-badge-56 <box>0 75 145 100</box>
badge-spacer <box>237 1328 286 1351</box>
continuation-label: بقیہ <box>1007 1621 1043 1641</box>
continuation-label: بقیہ <box>1187 1577 1224 1598</box>
badge-spacer <box>53 345 97 368</box>
continuation-badge-04 <box>1248 1400 1407 1425</box>
badge-spacer <box>237 1731 286 1754</box>
continuation-text-62 <box>0 2315 145 2550</box>
column-lead-text <box>890 30 1052 409</box>
continuation-label: بقیہ <box>824 2078 860 2099</box>
column-lead-text <box>350 30 510 453</box>
continuation-number: 42 <box>351 457 409 480</box>
continuation-text-54 <box>177 2082 340 2199</box>
continuation-text-09 <box>1070 647 1233 1038</box>
article-text: جائیں۔ اشتہاری ملزموں حماد صدیقی، تقی حیدر شاہ اور خرم نثار کے بینک اکاؤنٹس فوری فریز کیے جائیں۔ سندھ ہائیکورٹ نے کہا محکمہ داخلہ سندھ کی درخواست پر حماد صدیقی کے ریڈ نوٹس جاری کیے گئے ہیں۔ وفاقی سیکرٹری داخلہ حماد صدیقی دوہری شہریت رکھتے ہیں ان کے پاس کتنے ممالک کے پاسپورٹ ہیں اس حوالے سے رپورٹ پیش کی جائے، ملزم تقی حیدر شاہ کے ریڈ نوٹس جاری کر دیے گئے ہیں۔ عدالت نے کہا احکامات کے باوجود منسٹری آف فارن افیئرز کی جانب سے پیش رفت رپورٹ جمع نہیں کرائی گئی۔ عدالت نے سیکرٹری منسٹری آف فارن افیئرز کو شوکاز نوٹس جاری کر دیا، پولیس اہلکار کو قتل کرنے والے دوہری شہریت کے حامل خرم نثار سے متعلق بھی رپورٹ طلب کر لی۔ عدالت نے کہا پراسیکیوٹر جنرل سندھ آئی جی سندھ پولیس کے ساتھ مل کر صوبے بھر کے اشتہاری ملزموں کی فہرست پیش کریں۔ <box>177 1355 340 1659</box>
continuation-label: بقیہ <box>1362 49 1399 69</box>
continuation-number: 54 <box>178 2056 237 2079</box>
continuation-label: بقیہ <box>1007 952 1043 972</box>
continuation-label: بقیہ <box>294 137 331 157</box>
article-text: سے 9 مہینے ملے، کام کر لیتے۔ رہنما مسلم لیگ ن نے کہا کہ چیئرمین پی ٹی آئی نے تو اپنے دور میں ایک پیسے کا کام نہیں کیا، لیکن ہم نے کیا کام کیے؟ اس کی فہرست بھی چیک کرلیں، وہ فیصلے نظر نہیں آئے جو ہونے چاہئے تھے۔ سابق وزیر اعظم نے کہا کہ بندیال صاحب نے جاتے جاتے نیب کو پرانی شکل میں بحال کر دیا، آپ کو روز پیشی کر معاملات کو دیکھنا ہوتا ہے، آج جمود، خوف ہے حکومت کے اندر لوگ فیصلے نہیں کرتے۔ سابق وزیر اعظم شاہد خاقان عباسی کا کہنا ہے کہ میں مسلم لیگ ن کی سیاست سے مطمئن نہیں ہوں، رائے کا تعین کریں پھر الیکشن میں جائیں ورنہ الیکشن انتشار کے علاوہ کچھ نہیں دے گا۔ <box>0 2316 145 2548</box>
continuation-badge-27 <box>713 816 868 841</box>
continuation-label: بقیہ <box>824 1540 860 1561</box>
continuation-number: 56 <box>1 76 53 99</box>
continuation-text-01 <box>1248 74 1407 463</box>
continuation-number: 15 <box>1071 2346 1130 2369</box>
badge-spacer <box>53 1961 97 1984</box>
continuation-label: بقیہ <box>1187 489 1224 510</box>
continuation-label: بقیہ <box>1007 1707 1043 1728</box>
continuation-label: بقیہ <box>294 2057 331 2078</box>
article-text: کا کہنا تھا کہ آئیسکو ریجن میں بجلی چوری پر مزید 3 افراد کو گرفتار کیا گیا ہے، ریجن میں مجموعی طور پر ایک ہزار سے زیادہ بجلی چور پکڑے جا چکے ہیں۔ انہوں نے کہا کہ بجلی چوروں کے خلاف کارروائیوں میں ساڑھے 6 کروڑ روپے سے زائد کے جرمانے بھی کیے جا چکے ہیں۔ دوسری جانب حیسکو ریجن میں اب تک بجلی چوروں سے 1 ارب 62 کروڑ روپے وصول کیے جا چکے ہیں۔ ترجمان حیسکو کے مطابق نادہندگان کے خلاف 3 سو 15 مقدمات درج کر کے 31 افراد کو گرفتار کیا جا چکا ہے۔ ادھر سکھر ریجن میں بجلی چوروں اور نادہندگان سے اب تک 1 ارب 2 کروڑ کی وصولی کی جا چکی ہے جبکہ 4 سو 42 بجلی چور گرفتار کیے گئے ہیں۔ <box>177 1001 340 1232</box>
badge-spacer <box>1307 2107 1355 2130</box>
article-text: ہے کہ پاکستان ایک خوبصورت ملک ہے اور یہاں کے عوام بھی اچھے ہیں۔ ہمارا یہاں بہت اچھا تجربہ رہا ہے اور ہمارے لیے اب یہ ضروری ہے کہ ہم دوبارہ یہاں آئیں۔ سیاحوں کا کہنا ہے کہ سوات کے لوگ بہت دوست مزاج ہیں۔ عوام اور فوج نے ہمارا بہت خیال رکھا اور مدد کی۔ پاکستان آرمی بہت پروفیشنل فوج ہے۔ <box>0 1046 145 1167</box>
continuation-label: بقیہ <box>294 2204 331 2225</box>
continuation-text-05 <box>1248 1844 1407 2103</box>
continuation-text-46 <box>350 2235 510 2550</box>
continuation-number: 49 <box>178 610 237 633</box>
column-4 <box>713 28 868 2470</box>
continuation-text-23 <box>890 2318 1052 2531</box>
continuation-number: 10 <box>1071 1041 1130 1064</box>
article-text: چیف جسٹس اسلام آباد ہائی کورٹ جسٹس عامر فاروق نے محفوظ فیصلہ سناتے ہوئے فواد چوہدری کی درخواست مسترد کر دی۔ واضح رہے کہ فواد چوہدری نے 2 فورمز پر کارروائی کو چیلنج کر رکھا تھا، درخواست میں فواد چوہدری کی جانب سے موقف اپنایا گیا تھا کہ ایک ہی درخواست پر دو فورمز پر کارروائی نہیں ہو سکتی۔ <box>713 1921 868 2071</box>
continuation-text-10 <box>1070 1067 1233 1237</box>
continuation-text-31 <box>713 2103 868 2442</box>
continuation-label: بقیہ <box>651 2528 688 2549</box>
continuation-badge-32 <box>713 2445 868 2470</box>
continuation-label: بقیہ <box>294 405 331 425</box>
article-text: میں ڈالر کی تنزلی کا سلسلہ جاری رہا اور دوپہر تک ڈالر ایک روپے 21 پیسے کی کمی سے 290 روپے 55 پیسے کی سطح پر آ گیا۔ دوسری جانب پاکستان اسٹاک ایکسچینج میں بھی آج تیزی کا رجحان دیکھا جا رہا ہے۔ پیر کے روز پی ایس ایکس میں 151 پوائنٹس کی تیزی کے ساتھ کاروبار کا آغاز ہوا تو کے ایس ای 100 انڈیکس بڑھ کر 46572 پوائنٹس کی سطح پر آ گیا۔ واضح رہے کہ نگراں حکومت کے اقدامات کی وجہ سے گزشتہ کئی ہفتوں سے ڈالر کی قیمت میں روپے کے مقابلے میں مسلسل گراوٹ کا رجحان جاری ہے۔ <box>1248 1845 1407 2101</box>
header-rule <box>0 23 1409 26</box>
continuation-badge-59 <box>0 1182 145 1207</box>
article-text: کے نوٹیفکیشن کے مطابق کراچی کے 4 اور مجموعی طور پر سندھ کے 21 اضلاع میں 9 چیئرمین، 16 وائس چیئرمین، 8 ممبر ڈسٹرکٹ کونسل اور 41 جنرل ممبرز کی نشستوں کے لیے امیدوار 5 سے 7 اکتوبر 2023 تک کاغذات نامزدگی جمع کراسکیں گے۔ علاوہ ازیں 11 اکتوبر تک کاغذات کی جانچ پڑتال ہوگی، 16 تک اکتوبر ریٹرننگ افسر کے فیصلوں کے خلاف اپیل دائر کی جاسکے گی، 19 اکتوبر تک ان اپیلوں پر فیصلے ہوں گے، 22 تاریخ کو انتخابی نشانات الاٹ کیے جائیں گے۔ 5 نومبر کو ان نشستوں پر صبح 8 سے شام 5 بجے تک بغیر کسی وقفے کے پولنگ ہوگی۔ بلدیاتی ایکٹ کے تحت اس انتخابات میں میئر اور ڈپٹی میئر کراچی اور ڈپٹی میئر سکھر کو بھی انتخابات میں حصہ لینا ہے۔ <box>890 1734 1053 1973</box>
continuation-number: 28 <box>714 1217 770 1240</box>
badge-spacer <box>950 951 999 974</box>
continuation-badge-01 <box>1248 47 1407 72</box>
badge-spacer <box>770 2446 817 2469</box>
continuation-number: 06 <box>1249 2107 1307 2130</box>
continuation-text-44 <box>350 1348 510 1841</box>
badge-spacer <box>409 1845 457 1868</box>
badge-spacer <box>770 2077 817 2100</box>
article-text: شدید مذمت کرتی ہے۔ سکھ مظاہرین نے کینیڈا کے وزیر اعظم جسٹن ٹروڈو سے ہردیپ سنگھ کے قاتلوں کو جلد سے جلد گرفتار کرنے کا مطالبہ کیا۔ <box>890 1648 1052 1701</box>
continuation-text-26 <box>713 490 868 814</box>
